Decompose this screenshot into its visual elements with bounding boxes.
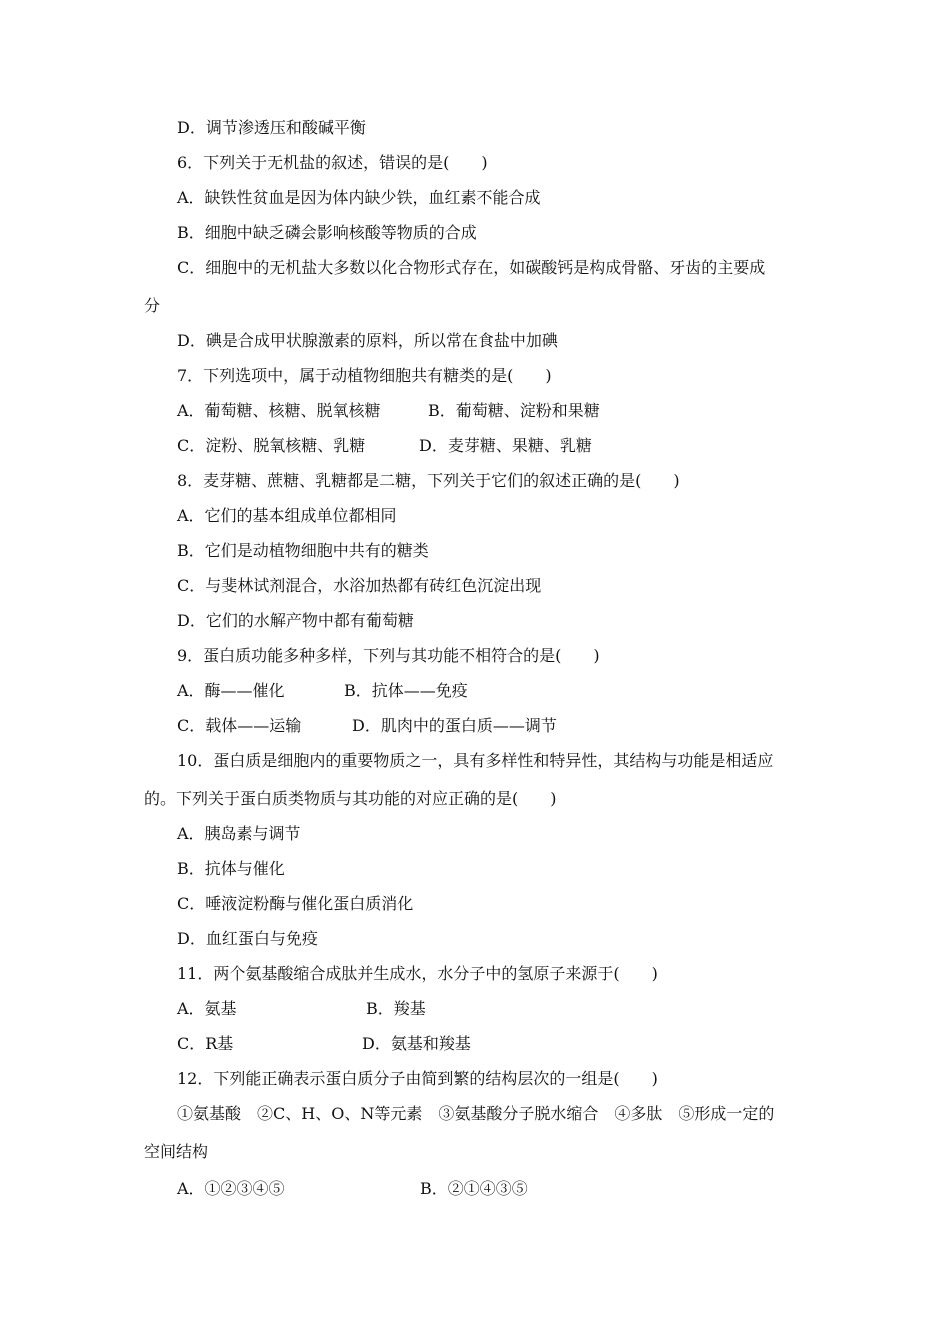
q7-option-b: B．葡萄糖、淀粉和果糖 <box>428 401 600 420</box>
q7-stem: 7．下列选项中，属于动植物细胞共有糖类的是( ) <box>177 366 552 385</box>
q11-option-b: B．羧基 <box>366 999 426 1018</box>
q9-option-a: A．酶——催化 <box>177 681 285 700</box>
q10-option-a: A．胰岛素与调节 <box>177 824 301 843</box>
q8-option-a: A．它们的基本组成单位都相同 <box>177 506 397 525</box>
q6-option-b: B．细胞中缺乏磷会影响核酸等物质的合成 <box>177 223 477 242</box>
q11-option-c: C．R基 <box>177 1034 234 1053</box>
q8-option-b: B．它们是动植物细胞中共有的糖类 <box>177 541 429 560</box>
q10-option-d: D．血红蛋白与免疫 <box>177 929 318 948</box>
q10-stem-cont: 的。下列关于蛋白质类物质与其功能的对应正确的是( ) <box>144 789 557 808</box>
q11-option-d: D．氨基和羧基 <box>362 1034 471 1053</box>
q6-stem: 6．下列关于无机盐的叙述，错误的是( ) <box>177 153 488 172</box>
q6-option-c-cont: 分 <box>144 296 161 315</box>
q12-option-a: A．①②③④⑤ <box>177 1179 285 1198</box>
q9-option-c: C．载体——运输 <box>177 716 302 735</box>
q8-stem: 8．麦芽糖、蔗糖、乳糖都是二糖，下列关于它们的叙述正确的是( ) <box>177 471 680 490</box>
q7-option-a: A．葡萄糖、核糖、脱氧核糖 <box>177 401 381 420</box>
q12-option-b: B．②①④③⑤ <box>420 1179 528 1198</box>
q12-stem: 12．下列能正确表示蛋白质分子由简到繁的结构层次的一组是( ) <box>177 1069 658 1088</box>
q10-stem: 10．蛋白质是细胞内的重要物质之一，具有多样性和特异性，其结构与功能是相适应 <box>177 751 774 770</box>
q5-option-d: D．调节渗透压和酸碱平衡 <box>177 118 366 137</box>
q10-option-c: C．唾液淀粉酶与催化蛋白质消化 <box>177 894 414 913</box>
q6-option-a: A．缺铁性贫血是因为体内缺少铁，血红素不能合成 <box>177 188 541 207</box>
q11-option-a: A．氨基 <box>177 999 237 1018</box>
q8-option-c: C．与斐林试剂混合，水浴加热都有砖红色沉淀出现 <box>177 576 542 595</box>
q9-option-b: B．抗体——免疫 <box>344 681 468 700</box>
q7-option-d: D．麦芽糖、果糖、乳糖 <box>419 436 592 455</box>
q9-stem: 9．蛋白质功能多种多样，下列与其功能不相符合的是( ) <box>177 646 600 665</box>
q12-items-cont: 空间结构 <box>144 1142 209 1161</box>
q8-option-d: D．它们的水解产物中都有葡萄糖 <box>177 611 414 630</box>
q7-option-c: C．淀粉、脱氧核糖、乳糖 <box>177 436 366 455</box>
q10-option-b: B．抗体与催化 <box>177 859 285 878</box>
q6-option-d: D．碘是合成甲状腺激素的原料，所以常在食盐中加碘 <box>177 331 558 350</box>
q6-option-c: C．细胞中的无机盐大多数以化合物形式存在，如碳酸钙是构成骨骼、牙齿的主要成 <box>177 258 766 277</box>
q9-option-d: D．肌肉中的蛋白质——调节 <box>352 716 557 735</box>
q12-items: ①氨基酸 ②C、H、O、N等元素 ③氨基酸分子脱水缩合 ④多肽 ⑤形成一定的 <box>177 1104 775 1123</box>
q11-stem: 11．两个氨基酸缩合成肽并生成水，水分子中的氢原子来源于( ) <box>177 964 658 983</box>
